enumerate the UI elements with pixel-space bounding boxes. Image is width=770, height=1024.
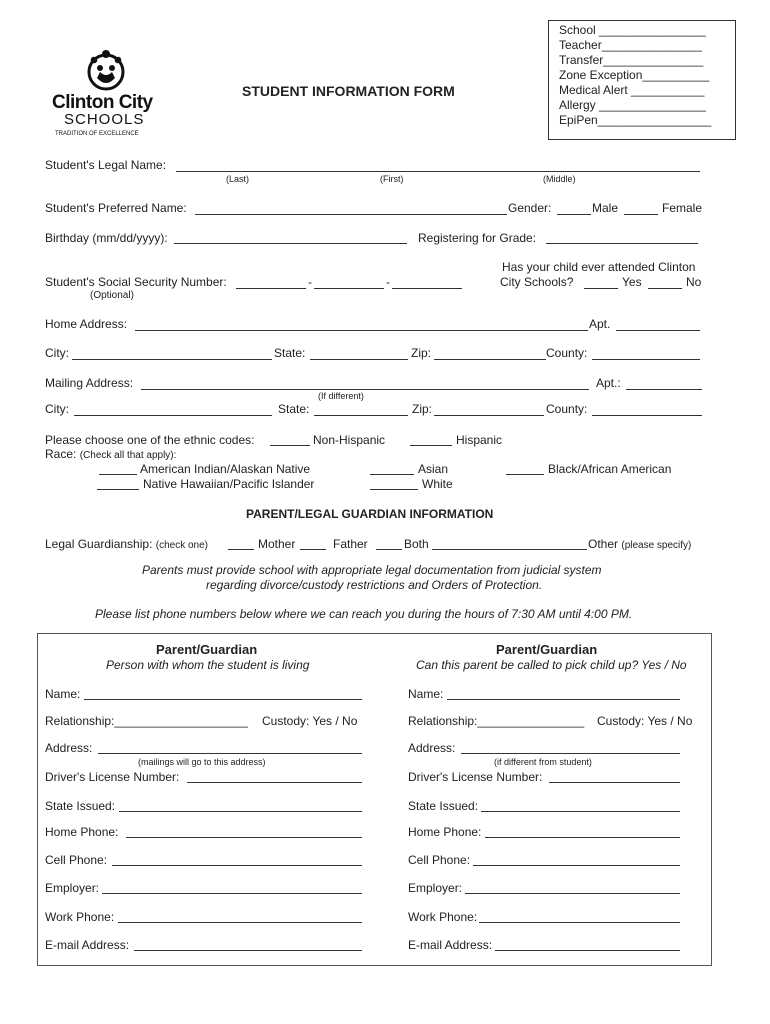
please-specify-hint: (please specify)	[621, 540, 692, 551]
left-employer-label: Employer:	[45, 881, 100, 895]
black-field[interactable]	[506, 474, 544, 475]
left-license-field[interactable]	[187, 782, 362, 783]
attended-no-field[interactable]	[648, 288, 682, 289]
city-field[interactable]	[72, 359, 272, 360]
left-cell-phone-field[interactable]	[112, 865, 362, 866]
office-teacher: Teacher_______________	[559, 38, 702, 52]
attended-yes-field[interactable]	[584, 288, 618, 289]
home-address-field[interactable]	[135, 330, 588, 331]
race-label-text: Race:	[45, 447, 77, 461]
right-employer-label: Employer:	[408, 881, 463, 895]
left-name-field[interactable]	[84, 699, 362, 700]
mailing-county-label: County:	[546, 402, 588, 416]
right-home-phone-field[interactable]	[485, 837, 680, 838]
right-license-field[interactable]	[549, 782, 680, 783]
zip-label: Zip:	[411, 346, 432, 360]
father-field[interactable]	[300, 549, 326, 550]
left-email-field[interactable]	[134, 950, 362, 951]
mailing-city-field[interactable]	[74, 415, 272, 416]
ssn-optional: (Optional)	[90, 290, 134, 301]
home-apt-field[interactable]	[616, 330, 700, 331]
left-home-phone-field[interactable]	[126, 837, 362, 838]
office-medical-alert: Medical Alert ___________	[559, 83, 705, 97]
right-cell-phone-field[interactable]	[473, 865, 680, 866]
attended-yes-label: Yes	[622, 275, 642, 289]
left-cell-phone-label: Cell Phone:	[45, 853, 108, 867]
state-field[interactable]	[310, 359, 408, 360]
race-label	[45, 447, 176, 461]
preferred-name-field[interactable]	[195, 214, 507, 215]
non-hispanic-field[interactable]	[270, 445, 310, 446]
left-state-issued-label: State Issued:	[45, 799, 116, 813]
legal-name-label: Student's Legal Name:	[45, 158, 167, 172]
father-label: Father	[333, 537, 368, 551]
left-relationship-label: Relationship:____________________	[45, 714, 248, 728]
female-field[interactable]	[624, 214, 658, 215]
native-hawaiian-label: Native Hawaiian/Pacific Islander	[143, 477, 315, 491]
form-title: STUDENT INFORMATION FORM	[242, 83, 455, 99]
if-different-hint: (If different)	[318, 391, 364, 401]
left-state-issued-field[interactable]	[119, 811, 362, 812]
right-employer-field[interactable]	[465, 893, 680, 894]
middle-hint: (Middle)	[543, 174, 576, 184]
left-work-phone-field[interactable]	[118, 922, 362, 923]
both-label: Both	[404, 537, 429, 551]
office-school: School ________________	[559, 23, 706, 37]
attended-question-line1: Has your child ever attended Clinton	[502, 260, 696, 274]
parent-left-sub: Person with whom the student is living	[106, 658, 310, 672]
right-if-different-hint: (if different from student)	[494, 757, 592, 767]
female-label: Female	[662, 201, 703, 215]
grade-label: Registering for Grade:	[418, 231, 537, 245]
american-indian-field[interactable]	[99, 474, 137, 475]
mailing-apt-field[interactable]	[626, 389, 702, 390]
logo-tagline: TRADITION OF EXCELLENCE	[55, 131, 139, 137]
mother-field[interactable]	[228, 549, 254, 550]
attended-question-line2: City Schools?	[500, 275, 574, 289]
gender-label: Gender:	[508, 201, 552, 215]
right-address-field[interactable]	[461, 753, 680, 754]
left-work-phone-label: Work Phone:	[45, 910, 115, 924]
non-hispanic-label: Non-Hispanic	[313, 433, 386, 447]
legal-name-field[interactable]	[176, 171, 700, 172]
parent-left-heading: Parent/Guardian	[156, 642, 258, 657]
left-home-phone-label: Home Phone:	[45, 825, 119, 839]
ethnic-prompt: Please choose one of the ethnic codes:	[45, 433, 255, 447]
legal-doc-note-2: regarding divorce/custody restrictions and Orders of Protection.	[206, 578, 543, 592]
logo-line2: SCHOOLS	[64, 111, 145, 128]
ssn-field-1[interactable]	[236, 288, 306, 289]
city-label: City:	[45, 346, 69, 360]
ssn-field-2[interactable]	[314, 288, 384, 289]
attended-no-label: No	[686, 275, 702, 289]
check-one-hint: (check one)	[155, 540, 209, 551]
right-cell-phone-label: Cell Phone:	[408, 853, 471, 867]
left-email-label: E-mail Address:	[45, 938, 130, 952]
ssn-label: Student's Social Security Number:	[45, 275, 227, 289]
hispanic-field[interactable]	[410, 445, 452, 446]
male-label: Male	[592, 201, 619, 215]
school-logo	[50, 48, 160, 143]
logo-line1: Clinton City	[52, 92, 153, 113]
left-address-field[interactable]	[98, 753, 362, 754]
male-field[interactable]	[557, 214, 591, 215]
mailing-apt-label: Apt.:	[596, 376, 621, 390]
both-field[interactable]	[376, 549, 402, 550]
mailing-zip-field[interactable]	[434, 415, 544, 416]
right-license-label: Driver's License Number:	[408, 770, 543, 784]
birthday-field[interactable]	[174, 243, 407, 244]
office-epipen: EpiPen_________________	[559, 113, 712, 127]
mailing-address-label: Mailing Address:	[45, 376, 134, 390]
mother-label: Mother	[258, 537, 296, 551]
office-use-box	[548, 20, 736, 140]
parent-right-sub: Can this parent be called to pick child up? Yes / No	[416, 658, 687, 672]
mailing-address-field[interactable]	[141, 389, 589, 390]
right-work-phone-label: Work Phone:	[408, 910, 478, 924]
other-label-text: Other	[588, 537, 619, 551]
right-custody-label: Custody: Yes / No	[597, 714, 693, 728]
birthday-label: Birthday (mm/dd/yyyy):	[45, 231, 168, 245]
preferred-name-label: Student's Preferred Name:	[45, 201, 187, 215]
legal-guardianship-text: Legal Guardianship:	[45, 537, 153, 551]
ssn-dash-2: -	[386, 275, 390, 289]
right-name-field[interactable]	[447, 699, 680, 700]
first-hint: (First)	[380, 174, 404, 184]
left-custody-label: Custody: Yes / No	[262, 714, 358, 728]
legal-guardianship-label	[45, 537, 208, 551]
office-zone-exception: Zone Exception__________	[559, 68, 710, 82]
guardian-heading: PARENT/LEGAL GUARDIAN INFORMATION	[246, 507, 494, 521]
mailing-zip-label: Zip:	[412, 402, 433, 416]
home-address-label: Home Address:	[45, 317, 128, 331]
left-mailings-hint: (mailings will go to this address)	[138, 757, 266, 767]
right-work-phone-field[interactable]	[479, 922, 680, 923]
asian-label: Asian	[418, 462, 449, 476]
right-email-label: E-mail Address:	[408, 938, 493, 952]
parent-right-heading: Parent/Guardian	[496, 642, 598, 657]
right-home-phone-label: Home Phone:	[408, 825, 482, 839]
office-allergy: Allergy ________________	[559, 98, 706, 112]
asian-field[interactable]	[370, 474, 414, 475]
race-check-all: (Check all that apply):	[79, 450, 177, 461]
last-hint: (Last)	[226, 174, 250, 184]
native-hawaiian-field[interactable]	[97, 489, 139, 490]
family-circle-logo-icon	[86, 48, 126, 92]
left-name-label: Name:	[45, 687, 81, 701]
white-field[interactable]	[370, 489, 418, 490]
left-employer-field[interactable]	[102, 893, 362, 894]
office-transfer: Transfer_______________	[559, 53, 704, 67]
left-address-label: Address:	[45, 741, 93, 755]
black-label: Black/African American	[548, 462, 672, 476]
mailing-county-field[interactable]	[592, 415, 702, 416]
mailing-city-label: City:	[45, 402, 69, 416]
mailing-state-field[interactable]	[314, 415, 408, 416]
left-license-label: Driver's License Number:	[45, 770, 180, 784]
right-state-issued-field[interactable]	[481, 811, 680, 812]
right-email-field[interactable]	[495, 950, 680, 951]
other-specify-field[interactable]	[432, 549, 587, 550]
right-address-label: Address:	[408, 741, 456, 755]
state-label: State:	[274, 346, 306, 360]
county-field[interactable]	[592, 359, 700, 360]
ssn-dash-1: -	[308, 275, 312, 289]
phone-hours-note: Please list phone numbers below where we can reach you during the hours of 7:30 AM until 4:00 PM.	[95, 607, 633, 621]
other-label	[588, 537, 691, 551]
grade-field[interactable]	[546, 243, 698, 244]
american-indian-label: American Indian/Alaskan Native	[140, 462, 311, 476]
parent-guardian-box	[37, 633, 712, 966]
zip-field[interactable]	[434, 359, 546, 360]
county-label: County:	[546, 346, 588, 360]
mailing-state-label: State:	[278, 402, 310, 416]
right-relationship-label: Relationship:________________	[408, 714, 585, 728]
home-apt-label: Apt.	[589, 317, 611, 331]
hispanic-label: Hispanic	[456, 433, 503, 447]
right-name-label: Name:	[408, 687, 444, 701]
right-state-issued-label: State Issued:	[408, 799, 479, 813]
white-label: White	[422, 477, 453, 491]
ssn-field-3[interactable]	[392, 288, 462, 289]
legal-doc-note-1: Parents must provide school with appropriate legal documentation from judicial system	[142, 563, 602, 577]
